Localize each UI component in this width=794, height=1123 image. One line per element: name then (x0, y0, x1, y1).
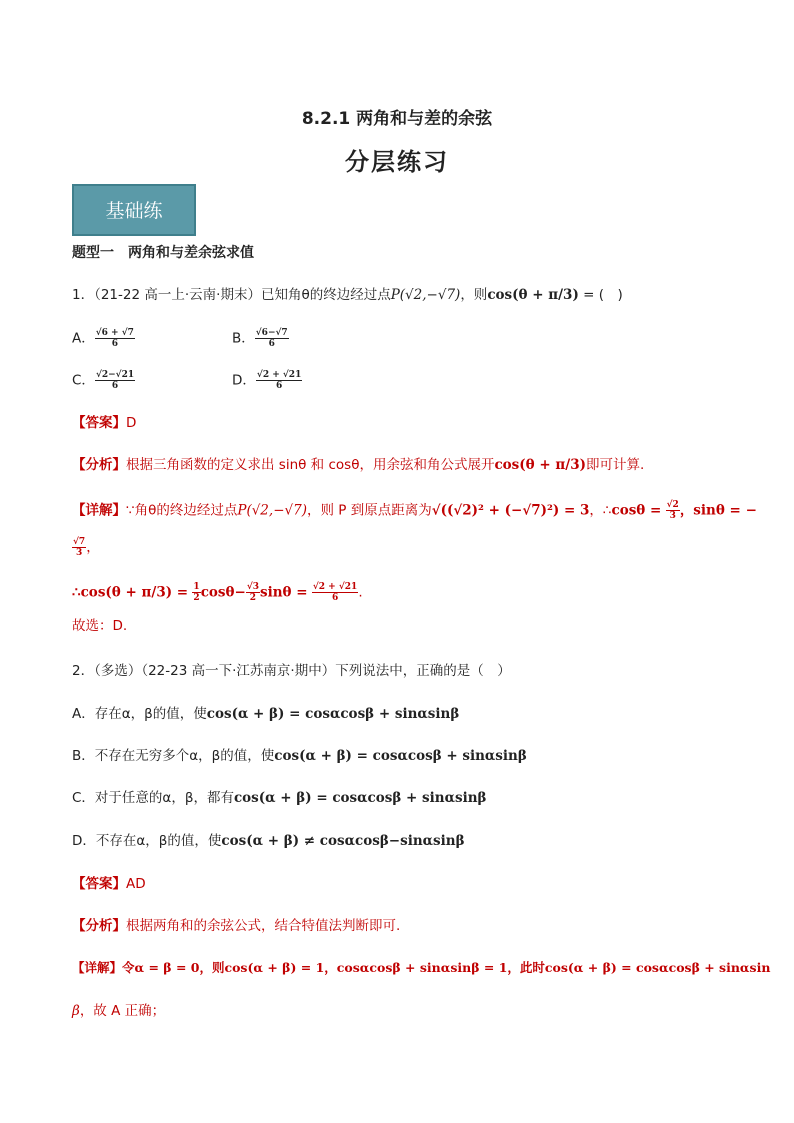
q2-option-c: C．对于任意的α，β，都有cos(α + β) = cosαcosβ + sinαsinβ (72, 790, 487, 806)
q1-detail-line2: $\frac{√7}{3}$ ， (73, 537, 100, 558)
q1-option-b: B． $\frac{√6-√7}{6}$ (232, 328, 288, 349)
q2-option-d: D．不存在α，β的值，使cos(α + β) ≠ cosαcosβ−sinαsinβ (72, 833, 465, 849)
q1-analysis: 【分析】根据三角函数的定义求出 sinθ 和 cosθ，用余弦和角公式展开cos(θ + π/3)即可计算. (72, 457, 645, 473)
q2-detail-line1: 【详解】令α = β = 0，则cos(α + β) = 1，cosαcosβ + sinαsinβ = 1，此时cos(α + β) = cosαcosβ + sinαsin (72, 960, 771, 975)
q2-analysis: 【分析】根据两角和的余弦公式，结合特值法判断即可. (72, 918, 401, 934)
q2-option-b: B．不存在无穷多个α，β的值，使cos(α + β) = cosαcosβ + sinαsinβ (72, 748, 527, 764)
q1-option-a: A． $\frac{√6 + √7}{6}$ (72, 328, 134, 349)
topic-heading: 题型一 两角和与差余弦求值 (72, 245, 254, 261)
lesson-title: 8.2.1 两角和与差的余弦 (301, 109, 493, 129)
section-title: 分层练习 (345, 148, 449, 176)
q1-answer: 【答案】D (72, 415, 137, 431)
q2-stem: 2．（多选）（22-23 高一下·江苏南京·期中）下列说法中，正确的是（ ） (72, 663, 511, 679)
q1-option-c: C． $\frac{√2-√21}{6}$ (72, 370, 135, 391)
q1-detail-line1: 【详解】∵角θ的终边经过点P(√2,−√7)，则 P 到原点距离为√((√2)² + (−√7)²) = 3，∴cosθ = $\frac{√2}{3}$ ，sinθ = − (72, 500, 757, 521)
q1-detail-line3: ∴cos(θ + π/3) = $\frac{1}{2}$ cosθ− $\frac{√3}{2}$ sinθ = $\frac{√2 + √21}{6}$ . (72, 582, 363, 603)
q2-answer: 【答案】AD (72, 876, 146, 892)
q1-conclusion: 故选：D. (72, 618, 128, 634)
q1-stem: 1．（21-22 高一上·云南·期末）已知角θ的终边经过点P(√2,−√7)，则cos(θ + π/3) = ( ) (72, 287, 623, 303)
level-badge: 基础练 (72, 184, 196, 236)
q2-option-a: A．存在α，β的值，使cos(α + β) = cosαcosβ + sinαsinβ (72, 706, 460, 722)
q1-option-d: D． $\frac{√2 + √21}{6}$ (232, 370, 302, 391)
q2-detail-line2: β，故 A 正确； (72, 1003, 166, 1019)
